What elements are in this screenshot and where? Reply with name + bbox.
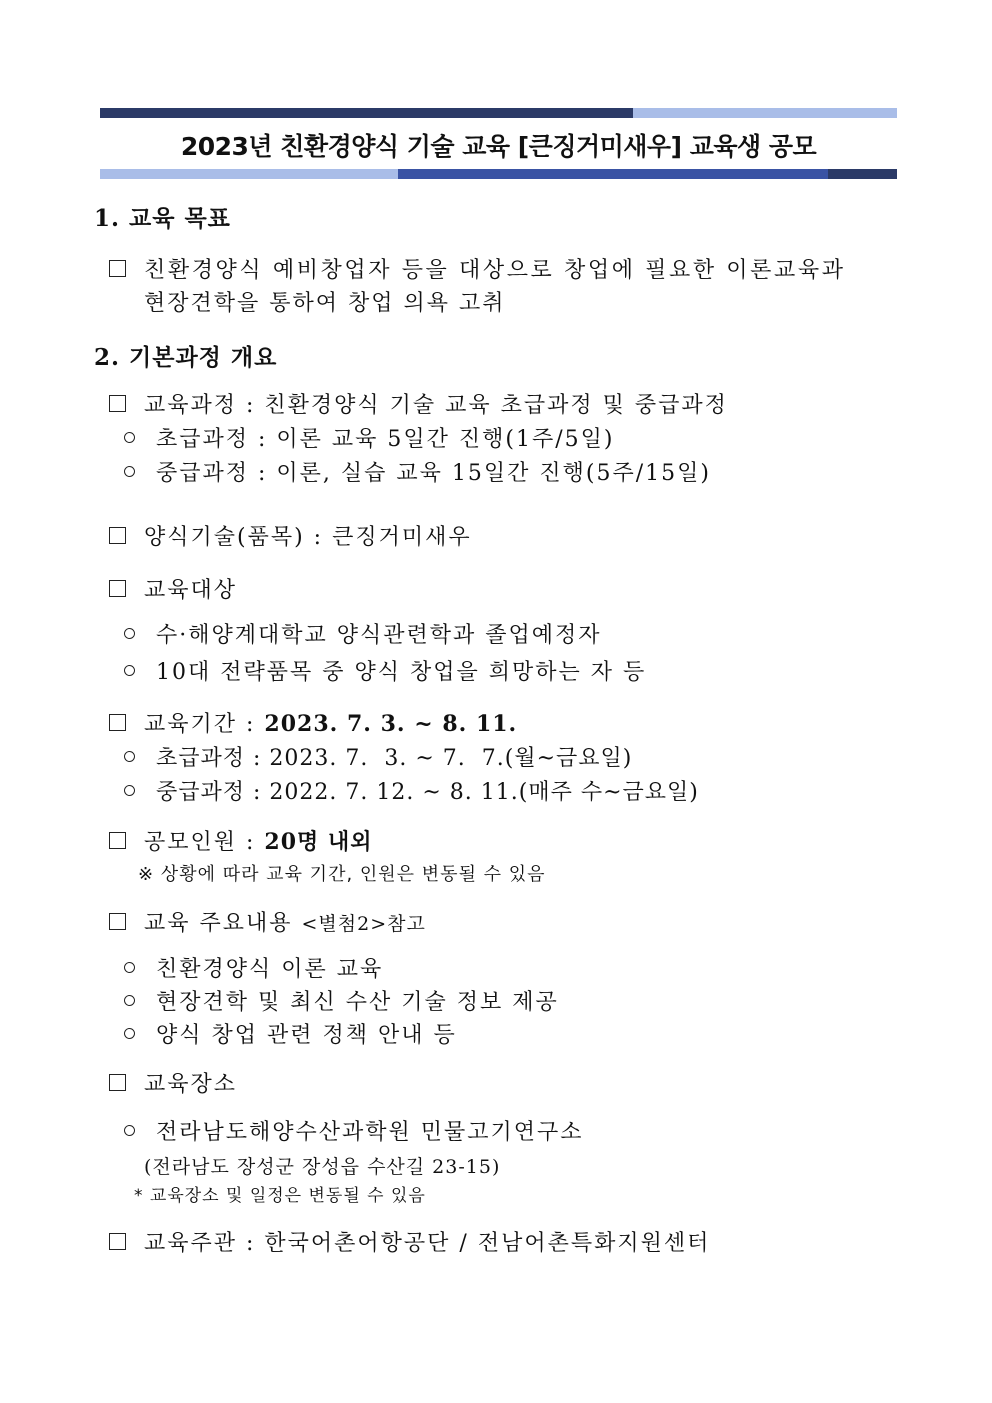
contents-sub1: 친환경양식 이론 교육 [156, 957, 384, 982]
checkbox-icon [109, 260, 126, 277]
title-bottom-bar-light [100, 169, 398, 179]
species-label: 양식기술(품목) : 큰징거미새우 [144, 525, 472, 550]
circle-bullet-icon [124, 995, 135, 1006]
recruit-note: ※ 상황에 따라 교육 기간, 인원은 변동될 수 있음 [138, 864, 546, 885]
contents-ref: <별첨2>참고 [301, 913, 426, 935]
course-label: 교육과정 : 친환경양식 기술 교육 초급과정 및 중급과정 [144, 393, 728, 418]
contents-row [144, 906, 426, 937]
checkbox-icon [109, 527, 126, 544]
checkbox-icon [109, 1233, 126, 1250]
venue-sub1: 전라남도해양수산과학원 민물고기연구소 [156, 1120, 584, 1145]
checkbox-icon [109, 714, 126, 731]
contents-sub3: 양식 창업 관련 정책 안내 등 [156, 1023, 457, 1048]
checkbox-icon [109, 1074, 126, 1091]
target-sub1: 수·해양계대학교 양식관련학과 졸업예정자 [156, 623, 602, 648]
contents-label: 교육 주요내용 [144, 911, 302, 936]
section1-item-line1: 친환경양식 예비창업자 등을 대상으로 창업에 필요한 이론교육과 [144, 258, 846, 283]
period-row [144, 707, 517, 738]
section1-heading: 1. 교육 목표 [94, 205, 231, 232]
venue-address: (전라남도 장성군 장성읍 수산길 23-15) [144, 1156, 501, 1178]
circle-bullet-icon [124, 785, 135, 796]
title-top-bar-light [633, 108, 897, 118]
circle-bullet-icon [124, 665, 135, 676]
course-sub1: 초급과정 : 이론 교육 5일간 진행(1주/5일) [156, 427, 615, 452]
title-bottom-bar-mid [398, 169, 828, 179]
checkbox-icon [109, 913, 126, 930]
recruit-row [144, 825, 372, 856]
checkbox-icon [109, 832, 126, 849]
period-sub1: 초급과정 : 2023. 7. 3. ~ 7. 7.(월~금요일) [156, 746, 633, 771]
recruit-value: 20명 내외 [264, 829, 373, 855]
checkbox-icon [109, 580, 126, 597]
venue-note: * 교육장소 및 일정은 변동될 수 있음 [134, 1186, 426, 1206]
circle-bullet-icon [124, 1125, 135, 1136]
organizer-label: 교육주관 : 한국어촌어항공단 / 전남어촌특화지원센터 [144, 1231, 711, 1256]
contents-sub2: 현장견학 및 최신 수산 기술 정보 제공 [156, 990, 559, 1015]
section2-heading: 2. 기본과정 개요 [94, 344, 278, 371]
recruit-label: 공모인원 : [144, 830, 265, 855]
target-label: 교육대상 [144, 578, 238, 603]
circle-bullet-icon [124, 628, 135, 639]
circle-bullet-icon [124, 962, 135, 973]
circle-bullet-icon [124, 1028, 135, 1039]
circle-bullet-icon [124, 751, 135, 762]
page-title: 2023년 친환경양식 기술 교육 [큰징거미새우] 교육생 공모 [180, 132, 817, 161]
circle-bullet-icon [124, 432, 135, 443]
period-value: 2023. 7. 3. ~ 8. 11. [264, 711, 518, 737]
title-top-bar-dark [100, 108, 633, 118]
title-bottom-bar-dark [828, 169, 897, 179]
target-sub2: 10대 전략품목 중 양식 창업을 희망하는 자 등 [156, 660, 647, 685]
circle-bullet-icon [124, 466, 135, 477]
period-label: 교육기간 : [144, 712, 265, 737]
period-sub2: 중급과정 : 2022. 7. 12. ~ 8. 11.(매주 수~금요일) [156, 780, 699, 805]
course-sub2: 중급과정 : 이론, 실습 교육 15일간 진행(5주/15일) [156, 461, 711, 486]
venue-label: 교육장소 [144, 1072, 238, 1097]
checkbox-icon [109, 395, 126, 412]
section1-item-line2: 현장견학을 통하여 창업 의욕 고취 [144, 291, 506, 316]
